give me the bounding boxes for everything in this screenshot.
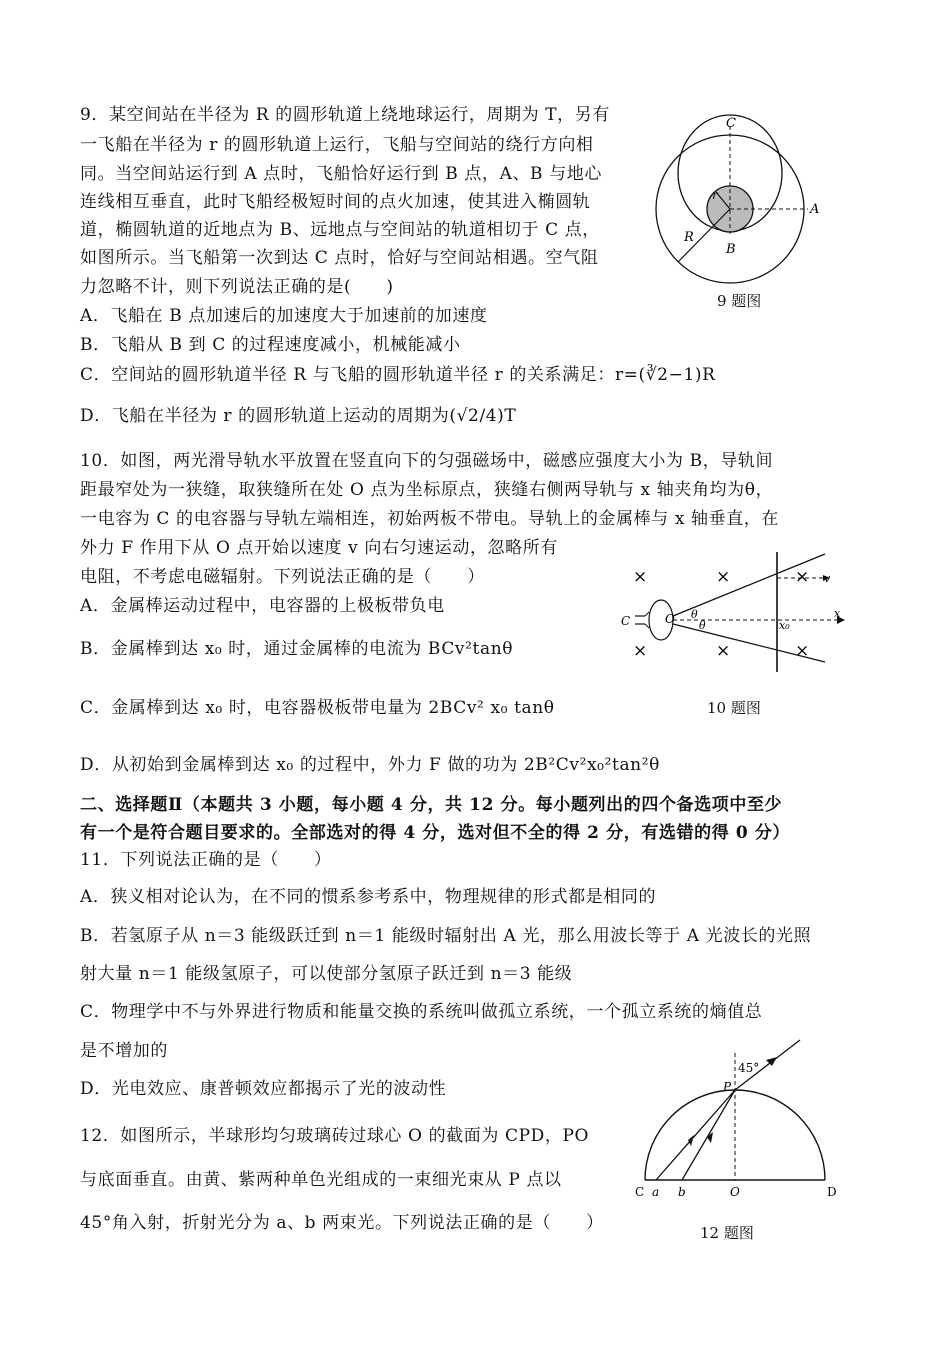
q9-stem-line-3: 同。当空间站运行到 A 点时，飞船恰好运行到 B 点，A、B 与地心: [80, 164, 602, 184]
q10-stem-line-1: 10．如图，两光滑导轨水平放置在竖直向下的匀强磁场中，磁感应强度大小为 B，导轨间: [80, 451, 774, 471]
q10-option-a: A．金属棒运动过程中，电容器的上极板带负电: [80, 596, 445, 616]
q9-figure-caption: 9 题图: [717, 292, 762, 310]
q10-label-theta-upper: θ: [691, 608, 698, 621]
q12-label-a: a: [652, 1185, 660, 1199]
q10-stem-line-4: 外力 F 作用下从 O 点开始以速度 v 向右匀速运动，忽略所有: [80, 538, 558, 558]
q11-option-c-line-2: 是不增加的: [80, 1041, 168, 1061]
q9-label-a: A: [810, 202, 820, 217]
q10-figure-caption: 10 题图: [707, 699, 761, 717]
q9-stem-line-7: 力忽略不计，则下列说法正确的是( ): [80, 277, 394, 297]
q10-label-o: O: [665, 612, 675, 626]
q12-stem-line-1: 12．如图所示，半球形均匀玻璃砖过球心 O 的截面为 CPD，PO: [80, 1126, 590, 1146]
q9-stem-line-1: 9．某空间站在半径为 R 的圆形轨道上绕地球运行，周期为 T，另有: [80, 105, 610, 125]
q12-figure-caption: 12 题图: [700, 1224, 754, 1242]
q10-label-theta-lower: θ: [699, 619, 706, 632]
q10-field-cross-1: ×: [633, 567, 648, 587]
q10-option-d: D．从初始到金属棒到达 x₀ 的过程中，外力 F 做的功为 2B²Cv²x₀²tan²θ: [80, 755, 660, 775]
q10-stem-line-2: 距最窄处为一狭缝，取狭缝所在处 O 点为坐标原点，狭缝右侧两导轨与 x 轴夹角均为θ，: [80, 480, 774, 500]
q11-stem: 11．下列说法正确的是（ ）: [80, 850, 332, 870]
q12-label-p: P: [723, 1080, 732, 1094]
q10-stem-line-5: 电阻，不考虑电磁辐射。下列说法正确的是（ ）: [80, 567, 485, 587]
q10-field-cross-3: ×: [795, 567, 810, 587]
q10-rail-figure: [615, 550, 845, 675]
q9-label-r-small: r: [712, 188, 718, 202]
q10-label-c: C: [621, 614, 631, 628]
q10-field-cross-5: ×: [716, 641, 731, 661]
q9-option-c: C．空间站的圆形轨道半径 R 与飞船的圆形轨道半径 r 的关系满足：r=(∛2−1)R: [80, 365, 716, 385]
q10-option-c: C．金属棒到达 x₀ 时，电容器极板带电量为 2BCv² x₀ tanθ: [80, 698, 555, 718]
q9-label-r-big: R: [684, 230, 694, 245]
q11-option-d: D．光电效应、康普顿效应都揭示了光的波动性: [80, 1079, 447, 1099]
q12-stem-line-2: 与底面垂直。由黄、紫两种单色光组成的一束细光束从 P 点以: [80, 1170, 562, 1190]
q10-field-cross-2: ×: [716, 567, 731, 587]
q10-stem-line-3: 一电容为 C 的电容器与导轨左端相连，初始两板不带电。导轨上的金属棒与 x 轴垂直，在: [80, 509, 780, 529]
q12-label-c: C: [635, 1185, 645, 1199]
q10-label-x: x: [834, 607, 841, 620]
q12-label-d: D: [827, 1185, 837, 1199]
q9-stem-line-6: 如图所示。当飞船第一次到达 C 点时，恰好与空间站相遇。空气阻: [80, 248, 599, 268]
q10-field-cross-6: ×: [795, 641, 810, 661]
q10-option-b: B．金属棒到达 x₀ 时，通过金属棒的电流为 BCv²tanθ: [80, 639, 514, 659]
q11-option-a: A．狭义相对论认为，在不同的惯系参考系中，物理规律的形式都是相同的: [80, 887, 657, 907]
q9-option-d: D．飞船在半径为 r 的圆形轨道上运动的周期为(√2/4)T: [80, 406, 517, 426]
q10-label-x0: x₀: [779, 619, 790, 632]
q9-label-b: B: [726, 242, 736, 257]
q9-option-a: A．飞船在 B 点加速后的加速度大于加速前的加速度: [80, 306, 488, 326]
q9-option-b: B．飞船从 B 到 C 的过程速度减小，机械能减小: [80, 335, 461, 355]
q11-option-b-line-1: B．若氢原子从 n＝3 能级跃迁到 n＝1 能级时辐射出 A 光，那么用波长等于 A 光波长的光照: [80, 926, 812, 946]
section2-header-line-1: 二、选择题Ⅱ（本题共 3 小题，每小题 4 分，共 12 分。每小题列出的四个备选项中至少: [80, 795, 783, 815]
q12-label-o: O: [730, 1185, 740, 1199]
section2-header-line-2: 有一个是符合题目要求的。全部选对的得 4 分，选对但不全的得 2 分，有选错的得 0 分）: [80, 823, 790, 843]
q9-stem-line-4: 连线相互垂直，此时飞船经极短时间的点火加速，使其进入椭圆轨: [80, 192, 591, 212]
q12-hemisphere-figure: [630, 1035, 850, 1205]
q12-stem-line-3: 45°角入射，折射光分为 a、b 两束光。下列说法正确的是（ ）: [80, 1213, 604, 1233]
q10-field-cross-4: ×: [633, 641, 648, 661]
q11-option-b-line-2: 射大量 n＝1 能级氢原子，可以使部分氢原子跃迁到 n＝3 能级: [80, 964, 573, 984]
q9-label-c: C: [726, 116, 736, 131]
q10-label-v: v: [824, 572, 831, 585]
q9-stem-line-5: 道，椭圆轨道的近地点为 B、远地点与空间站的轨道相切于 C 点，: [80, 220, 600, 240]
q9-stem-line-2: 一飞船在半径为 r 的圆形轨道上运行，飞船与空间站的绕行方向相: [80, 135, 594, 155]
q9-orbit-figure: [650, 112, 820, 292]
q12-label-angle: 45°: [738, 1061, 760, 1075]
q12-label-b: b: [678, 1185, 686, 1199]
q11-option-c-line-1: C．物理学中不与外界进行物质和能量交换的系统叫做孤立系统，一个孤立系统的熵值总: [80, 1002, 763, 1022]
